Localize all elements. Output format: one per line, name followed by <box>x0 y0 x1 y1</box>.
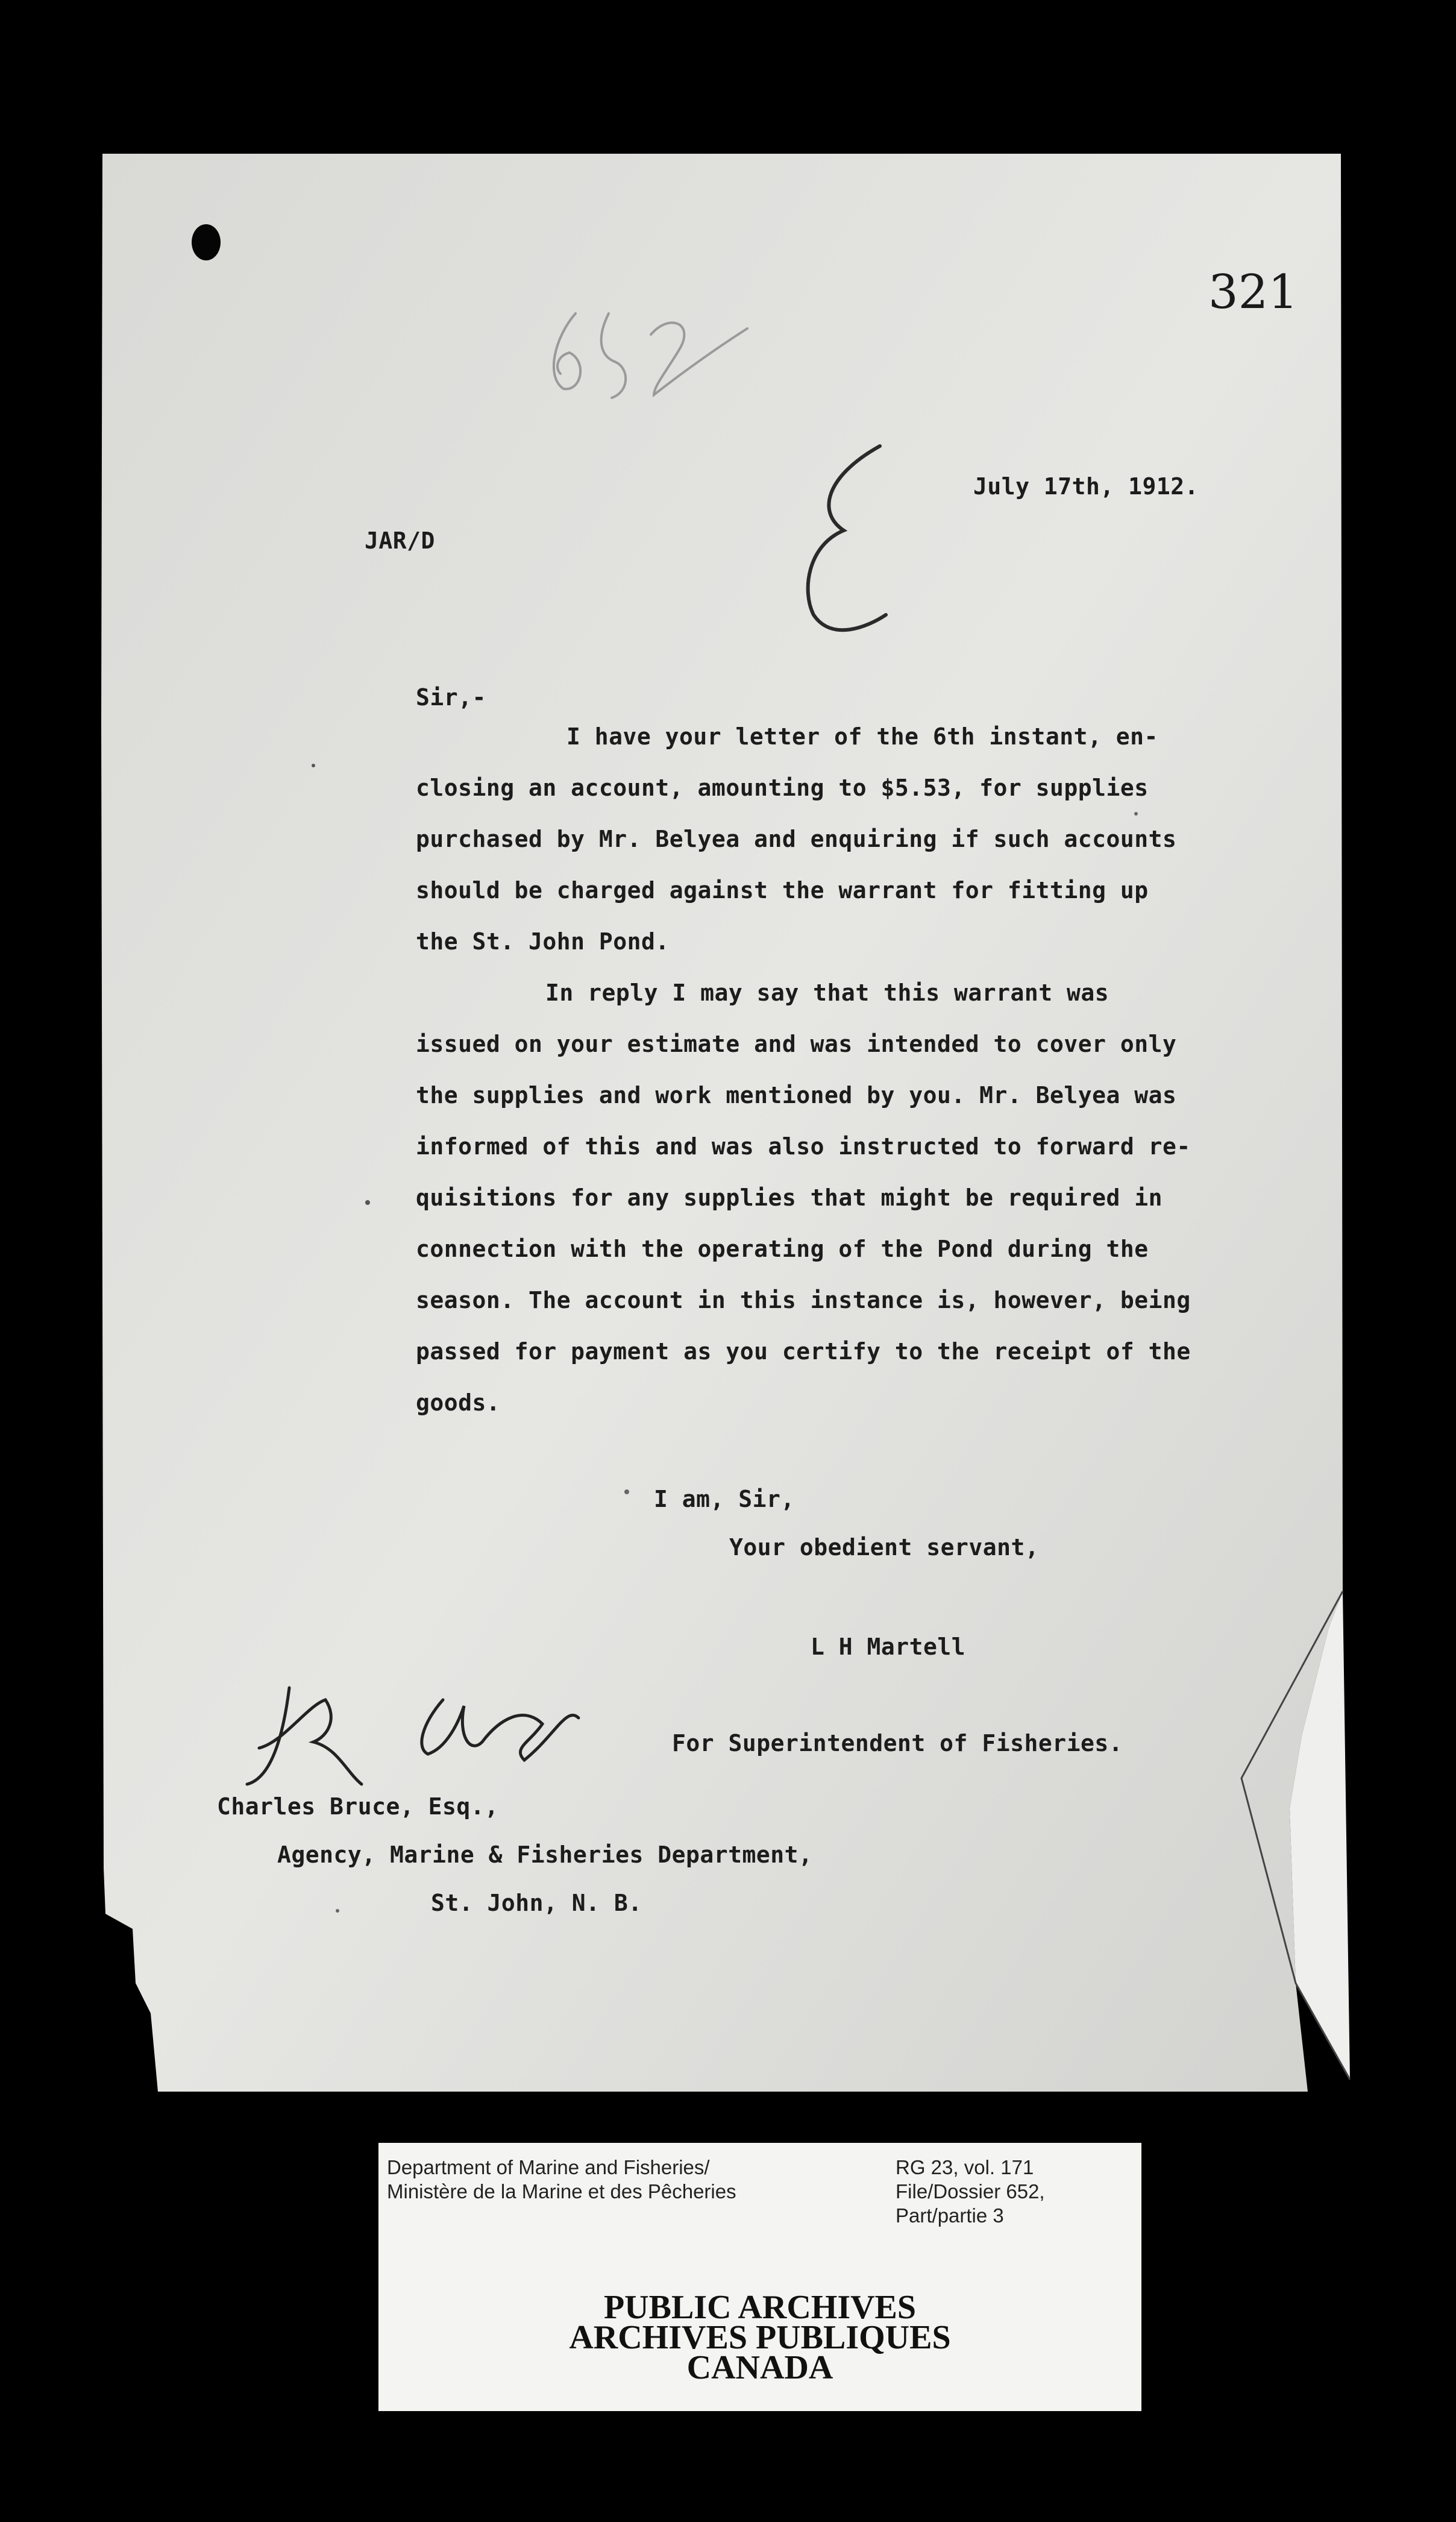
closing-line: I am, Sir, <box>654 1486 795 1512</box>
body-line: the St. John Pond. <box>416 928 670 955</box>
reference-initials: JAR/D <box>365 527 435 554</box>
archives-title-fr: ARCHIVES PUBLIQUES <box>569 2319 951 2356</box>
department-english: Department of Marine and Fisheries/ <box>387 2156 710 2178</box>
body-line: closing an account, amounting to $5.53, for supplies <box>416 775 1149 801</box>
signatory-name: L H Martell <box>811 1634 966 1660</box>
salutation: Sir,- <box>416 684 486 711</box>
body-line: should be charged against the warrant for fitting up <box>416 877 1149 904</box>
closing-line: Your obedient servant, <box>729 1534 1040 1561</box>
department-french: Ministère de la Marine et des Pêcheries <box>387 2180 736 2203</box>
record-group: RG 23, vol. 171 <box>896 2156 1034 2178</box>
addressee-line: St. John, N. B. <box>431 1890 642 1916</box>
body-line: purchased by Mr. Belyea and enquiring if such accounts <box>416 826 1177 852</box>
body-line: passed for payment as you certify to the receipt of the <box>416 1338 1191 1365</box>
archives-country: CANADA <box>686 2349 833 2386</box>
addressee-line: Agency, Marine & Fisheries Department, <box>277 1841 813 1868</box>
handwritten-page-number: 321 <box>1208 265 1298 319</box>
body-line: season. The account in this instance is, however, being <box>416 1287 1191 1313</box>
body-line: connection with the operating of the Pond during the <box>416 1236 1149 1262</box>
body-line: informed of this and was also instructed to forward re- <box>416 1133 1191 1160</box>
archive-label <box>378 2143 1141 2411</box>
body-line: the supplies and work mentioned by you. Mr. Belyea was <box>416 1082 1177 1108</box>
archives-title-en: PUBLIC ARCHIVES <box>603 2289 917 2326</box>
letter-date: July 17th, 1912. <box>973 473 1199 500</box>
body-line: issued on your estimate and was intended to cover only <box>416 1031 1177 1057</box>
body-line: quisitions for any supplies that might be required in <box>416 1184 1163 1211</box>
part-number: Part/partie 3 <box>896 2204 1004 2227</box>
body-line: In reply I may say that this warrant was <box>545 980 1109 1006</box>
file-dossier: File/Dossier 652, <box>896 2180 1045 2203</box>
signatory-title: For Superintendent of Fisheries. <box>672 1730 1123 1756</box>
body-line: I have your letter of the 6th instant, en- <box>566 723 1158 750</box>
addressee-line: Charles Bruce, Esq., <box>217 1793 499 1820</box>
body-line: goods. <box>416 1389 501 1416</box>
